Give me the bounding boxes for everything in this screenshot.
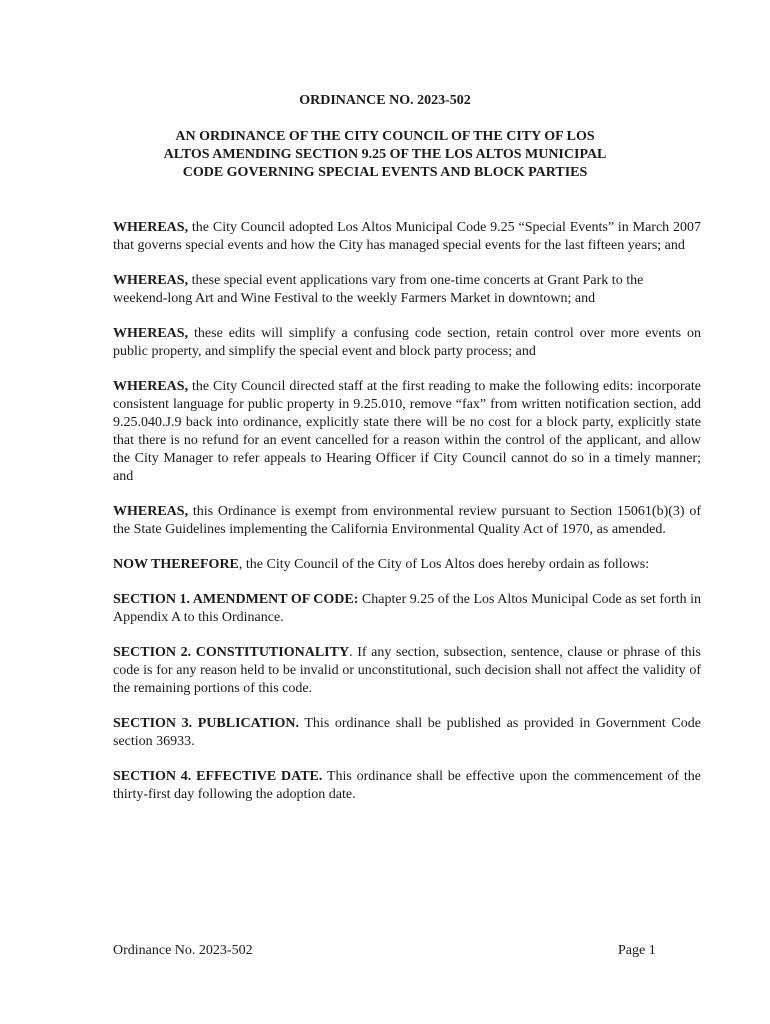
recital-paragraph xyxy=(113,272,661,308)
section-heading: SECTION 1. AMENDMENT OF CODE: xyxy=(113,592,359,607)
footer-ordinance-number: Ordinance No. 2023-502 xyxy=(113,943,253,958)
paragraph-text: , the City Council of the City of Los Altos does hereby ordain as follows: xyxy=(238,557,650,572)
recital-paragraph xyxy=(113,325,701,361)
footer-page-number: Page 1 xyxy=(618,943,656,958)
paragraph-text: these edits will simplify a confusing code section, retain control over more events on public property, and simplify the special event and block party process; and xyxy=(113,326,701,359)
recital-paragraph xyxy=(113,378,701,486)
paragraph-lead: WHEREAS, xyxy=(113,326,189,341)
section-heading: SECTION 3. PUBLICATION. xyxy=(113,716,300,731)
section-text: This ordinance shall be effective upon the commencement of the thirty-first day following the adoption date. xyxy=(113,769,701,802)
recital-paragraph xyxy=(113,219,701,255)
section-paragraph xyxy=(113,768,701,804)
paragraph-lead: WHEREAS, xyxy=(113,273,189,288)
section-text: This ordinance shall be published as provided in Government Code section 36933. xyxy=(113,716,701,749)
section-heading: SECTION 4. EFFECTIVE DATE. xyxy=(113,769,323,784)
ordinance-number: ORDINANCE NO. 2023-502 xyxy=(299,93,471,108)
section-paragraph xyxy=(113,715,701,751)
section-text: Chapter 9.25 of the Los Altos Municipal Code as set forth in Appendix A to this Ordinance. xyxy=(113,592,701,625)
paragraph-lead: WHEREAS, xyxy=(113,220,189,235)
paragraph-text: these special event applications vary from one-time concerts at Grant Park to the weekend-long Art and Wine Festival to the weekly Farmers Market in downtown; and xyxy=(113,273,644,306)
paragraph-text: the City Council directed staff at the first reading to make the following edits: incorporate consistent language for public property in 9.25.010, remove “fax” from written notification section, add 9.25.040.J.9 back into ordinance, explicitly state there will be no cost for a block party, explicitly state that there is no refund for an event cancelled for a reason within the control of the applicant, and allow the City Manager to refer appeals to Hearing Officer if City Council cannot do so in a timely manner; and xyxy=(113,379,701,484)
paragraph-text: this Ordinance is exempt from environmental review pursuant to Section 15061(b)(3) of the State Guidelines implementing the California Environmental Quality Act of 1970, as amended. xyxy=(113,504,701,537)
section-text: . If any section, subsection, sentence, clause or phrase of this code is for any reason held to be invalid or unconstitutional, such decision shall not affect the validity of the remaining portions of this code. xyxy=(113,645,701,696)
ordinance-body xyxy=(113,219,701,821)
section-heading: SECTION 2. CONSTITUTIONALITY xyxy=(113,645,350,660)
paragraph-lead: NOW THEREFORE xyxy=(113,557,239,572)
ordain-paragraph xyxy=(113,556,701,574)
ordinance-title: AN ORDINANCE OF THE CITY COUNCIL OF THE CITY OF LOS ALTOS AMENDING SECTION 9.25 OF THE LOS ALTOS MUNICIPAL CODE GOVERNING SPECIAL EVENTS AND BLOCK PARTIES xyxy=(163,129,607,180)
section-paragraph xyxy=(113,644,701,698)
section-paragraph xyxy=(113,591,701,627)
recital-paragraph xyxy=(113,503,701,539)
paragraph-lead: WHEREAS, xyxy=(113,504,189,519)
paragraph-lead: WHEREAS, xyxy=(113,379,189,394)
paragraph-text: the City Council adopted Los Altos Municipal Code 9.25 “Special Events” in March 2007 that governs special events and how the City has managed special events for the last fifteen years; and xyxy=(113,220,701,253)
